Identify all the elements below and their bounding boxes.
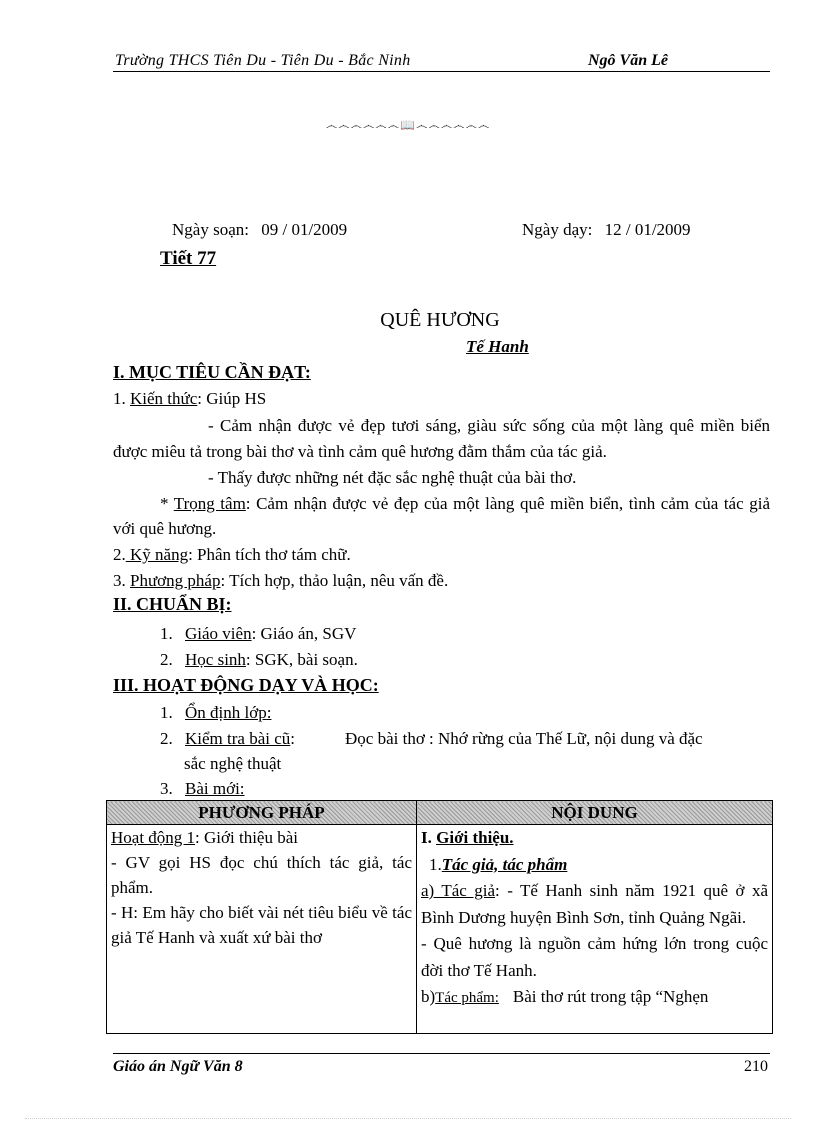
prep-student-rest: : SGK, bài soạn. — [245, 650, 358, 669]
ornament-divider: ෴෴෴෴෴෴📖෴෴෴෴෴෴ — [325, 118, 491, 132]
knowledge-label: Kiến thức — [130, 389, 198, 408]
knowledge-para-1: - Cảm nhận được vẻ đẹp tươi sáng, giàu sức sống của một làng quê miền biển được miêu tả trong bài thơ và tình cảm quê hương đằm thắm của tác giả. — [113, 416, 770, 461]
activity-2-label: Kiểm tra bài cũ — [185, 729, 291, 748]
page-edge-dots — [25, 1118, 791, 1119]
prep-student-label: Học sinh — [185, 650, 246, 669]
activity-intro — [111, 825, 412, 850]
method-line — [113, 569, 448, 593]
page-title: QUÊ HƯƠNG — [380, 309, 500, 331]
activity-1-rest: : — [266, 703, 272, 722]
focus-para — [113, 491, 770, 541]
prep-student-line — [160, 648, 358, 672]
prep-student-num: 2. — [160, 650, 173, 669]
method-label: Phương pháp — [130, 571, 221, 590]
method-para-1: - GV gọi HS đọc chú thích tác giả, tác phẩm. — [111, 853, 412, 897]
work-prefix: b) — [421, 987, 436, 1006]
skill-label: Kỹ năng — [125, 545, 189, 564]
activity-2-num: 2. — [160, 729, 173, 748]
content-subheading — [421, 852, 768, 879]
prep-teacher-label: Giáo viên — [185, 624, 252, 643]
method-rest: : Tích hợp, thảo luận, nêu vấn đề. — [220, 571, 449, 590]
knowledge-para-2: - Thấy được những nét đặc sắc nghệ thuật của bài thơ. — [208, 468, 577, 487]
method-num: 3. — [113, 571, 126, 590]
activity-2-text-second: sắc nghệ thuật — [184, 754, 282, 773]
section-2-heading: II. CHUẨN BỊ: — [113, 594, 232, 614]
header-teacher: Ngô Văn Lê — [588, 52, 668, 69]
prep-date-label: Ngày soạn: — [172, 220, 249, 239]
activity-1-num: 1. — [160, 703, 173, 722]
content-subheading-num: 1. — [429, 854, 442, 874]
focus-label: Trọng tâm — [173, 494, 246, 513]
work-label: Tác phẩm — [435, 990, 495, 1006]
table-header-row — [107, 801, 773, 825]
content-subheading-label: Tác giả, tác phẩm — [441, 854, 568, 874]
teach-date-value: 12 / 01/2009 — [604, 220, 691, 239]
activity-intro-rest: : Giới thiệu bài — [195, 828, 298, 847]
table-cell-content — [417, 825, 773, 1034]
teach-date-label: Ngày dạy: — [522, 220, 593, 239]
teach-date — [522, 218, 691, 242]
table-row — [107, 825, 773, 1034]
focus-rest: : Cảm nhận được vẻ đẹp của một làng quê miền biển, tình cảm của tác giả với quê hương. — [113, 494, 770, 538]
header-school: Trường THCS Tiên Du - Tiên Du - Bắc Ninh — [115, 52, 411, 69]
knowledge-rest: : Giúp HS — [197, 389, 267, 408]
header-rule — [113, 71, 770, 72]
knowledge-line — [113, 387, 266, 411]
prep-teacher-num: 1. — [160, 624, 173, 643]
activity-3-rest: : — [239, 779, 245, 798]
work-info — [421, 984, 768, 1012]
author-info-label: a) Tác giả — [421, 881, 496, 900]
footer-title: Giáo án Ngữ Văn 8 — [113, 1058, 243, 1075]
skill-num: 2. — [113, 545, 126, 564]
activity-3-line — [160, 777, 245, 801]
activity-1-label: Ổn định lớp — [185, 703, 267, 722]
prep-date — [172, 218, 347, 242]
activity-2-text-first: Đọc bài thơ : Nhớ rừng của Thế Lữ, nội dung và đặc — [345, 729, 703, 748]
section-1-heading: I. MỤC TIÊU CẦN ĐẠT: — [113, 362, 311, 382]
prep-teacher-rest: : Giáo án, SGV — [251, 624, 357, 643]
activity-2-rest: : — [290, 729, 295, 748]
footer-rule — [113, 1053, 770, 1054]
knowledge-num: 1. — [113, 389, 126, 408]
section-3-heading: III. HOẠT ĐỘNG DẠY VÀ HỌC: — [113, 675, 379, 695]
author-name: Tế Hanh — [466, 337, 529, 356]
page-number: 210 — [744, 1058, 768, 1075]
activity-3-num: 3. — [160, 779, 173, 798]
lesson-table — [106, 800, 773, 1034]
lesson-number: Tiết 77 — [160, 248, 217, 269]
activity-3-label: Bài mới — [185, 779, 240, 798]
content-heading — [421, 825, 768, 852]
table-header-content: NỘI DUNG — [417, 801, 773, 825]
activity-intro-label: Hoạt động 1 — [111, 828, 196, 847]
table-header-method: PHƯƠNG PHÁP — [107, 801, 417, 825]
table-cell-method — [107, 825, 417, 1034]
focus-star: * — [160, 494, 169, 513]
method-para-2: - H: Em hãy cho biết vài nét tiêu biểu về tác giả Tế Hanh và xuất xứ bài thơ — [111, 903, 412, 947]
work-rest: : — [494, 990, 499, 1006]
skill-rest: : Phân tích thơ tám chữ. — [188, 545, 351, 564]
work-text: Bài thơ rút trong tập “Nghẹn — [512, 987, 709, 1006]
content-heading-num: I. — [421, 828, 432, 847]
content-heading-label: Giới thiệu. — [436, 828, 514, 847]
author-info-text: : - Tế Hanh sinh năm 1921 quê ở xã Bình Dương huyện Bình Sơn, tỉnh Quảng Ngãi. — [421, 881, 768, 927]
prep-date-value: 09 / 01/2009 — [261, 220, 348, 239]
prep-teacher-line — [160, 622, 356, 646]
author-info — [421, 878, 768, 931]
skill-line — [113, 543, 351, 567]
activity-1-line — [160, 701, 271, 725]
author-info-2: - Quê hương là nguồn cảm hứng lớn trong cuộc đời thơ Tế Hanh. — [421, 934, 768, 980]
